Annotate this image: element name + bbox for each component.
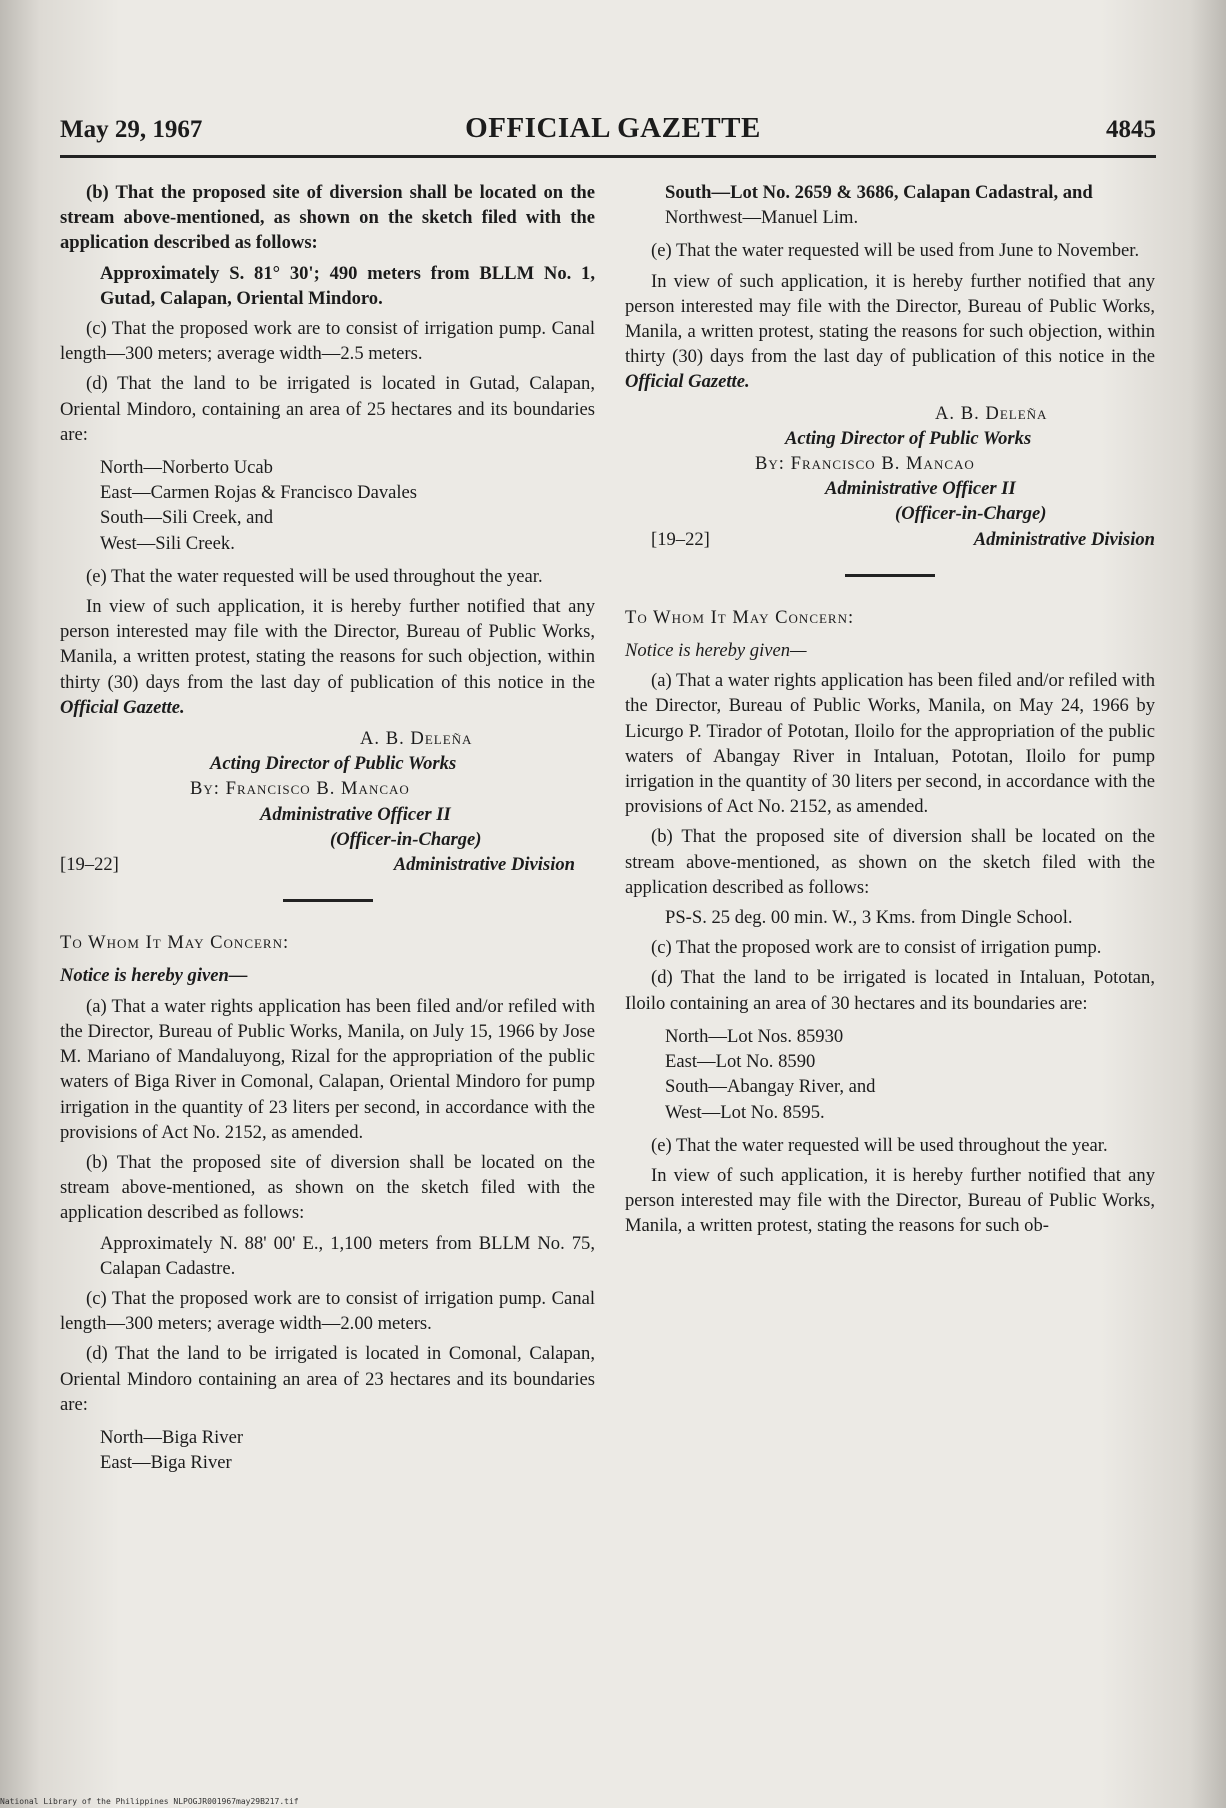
header-rule	[60, 155, 1156, 158]
paragraph-3-b: (b) That the proposed site of diversion shall be located on the stream above-mentioned, as shown on the sketch filed with the application described as follows:	[625, 826, 1155, 898]
boundary-northwest: Northwest—Manuel Lim.	[665, 207, 859, 229]
officer-title: Administrative Officer II	[260, 803, 451, 825]
boundaries-list-2	[100, 1425, 595, 1475]
paragraph-d: (d) That the land to be irrigated is located in Gutad, Calapan, Oriental Mindoro, containing an area of 25 hectares and its boundaries are:	[60, 373, 595, 445]
by-line: By: Francisco B. Mancao	[755, 453, 975, 475]
reference-number: [19–22]	[651, 528, 710, 550]
officer-in-charge: (Officer-in-Charge)	[330, 828, 482, 850]
notice-given: Notice is hereby given—	[625, 640, 807, 662]
section-heading: To Whom It May Concern:	[625, 606, 855, 628]
boundaries-list-3	[665, 1024, 1155, 1125]
signature-block	[60, 726, 595, 877]
paragraph-3-e: (e) That the water requested will be used throughout the year.	[651, 1134, 1108, 1156]
signature-footer-row	[625, 527, 1155, 552]
notice-paragraph	[625, 269, 1155, 395]
paragraph-2-c: (c) That the proposed work are to consist of irrigation pump. Canal length—300 meters; average width—2.00 meters.	[60, 1287, 595, 1335]
paragraph-3-c: (c) That the proposed work are to consist of irrigation pump.	[651, 937, 1102, 959]
boundary-west: West—Lot No. 8595.	[665, 1101, 825, 1123]
reference-number: [19–22]	[60, 854, 119, 876]
officer-title: Administrative Officer II	[825, 478, 1016, 500]
officer-in-charge: (Officer-in-Charge)	[895, 503, 1047, 525]
paragraph-b: (b) That the proposed site of diversion shall be located on the stream above-mentioned, as shown on the sketch filed with the application described as follows:	[60, 182, 595, 254]
right-column	[625, 180, 1155, 1244]
boundary-east: East—Biga River	[100, 1452, 232, 1474]
signature-block	[625, 401, 1155, 552]
boundaries-list	[100, 455, 595, 556]
section-separator	[845, 574, 935, 577]
diversion-location-3: PS-S. 25 deg. 00 min. W., 3 Kms. from Dingle School.	[665, 907, 1073, 929]
section-heading: To Whom It May Concern:	[60, 932, 290, 954]
paragraph-c: (c) That the proposed work are to consist of irrigation pump. Canal length—300 meters; average width—2.5 meters.	[60, 318, 595, 365]
boundary-east: East—Lot No. 8590	[665, 1051, 816, 1073]
signature-footer-row	[60, 852, 595, 877]
paragraph-e: (e) That the water requested will be used from June to November.	[651, 240, 1140, 262]
boundary-west: West—Sili Creek.	[100, 532, 235, 554]
boundary-south: South—Abangay River, and	[665, 1076, 876, 1098]
paragraph-e: (e) That the water requested will be used throughout the year.	[86, 565, 543, 587]
notice-text: In view of such application, it is hereby further notified that any person interested may file with the Director, Bureau of Public Works, Manila, a written protest, stating the reasons for such objection, within thirty (30) days from the last day of publication of this notice in the	[60, 596, 595, 693]
page-number: 4845	[1106, 116, 1156, 143]
signatory-title: Acting Director of Public Works	[785, 427, 1032, 449]
notice-text: In view of such application, it is hereby further notified that any person interested may file with the Director, Bureau of Public Works, Manila, a written protest, stating the reasons for such objection, within thirty (30) days from the last day of publication of this notice in the	[625, 270, 1155, 368]
paragraph-3-d: (d) That the land to be irrigated is located in Intaluan, Pototan, Iloilo containing an area of 30 hectares and its boundaries are:	[625, 967, 1155, 1014]
boundary-south: South—Lot No. 2659 & 3686, Calapan Cadastral, and	[665, 182, 1093, 203]
boundary-north: North—Lot Nos. 85930	[665, 1025, 844, 1047]
paragraph-3-a: (a) That a water rights application has been filed and/or refiled with the Director, Bureau of Public Works, Manila, on May 24, 1966 by Licurgo P. Tirador of Pototan, Iloilo for the appropriation of the public waters of Abangay River in Intaluan, Pototan, Iloilo for pump irrigation in the quantity of 30 liters per second, in accordance with the provisions of Act No. 2152, as amended.	[625, 670, 1155, 818]
publication-title: OFFICIAL GAZETTE	[465, 112, 761, 144]
notice-paragraph	[60, 594, 595, 720]
signatory-name: A. B. Deleña	[360, 728, 473, 750]
boundary-east: East—Carmen Rojas & Francisco Davales	[100, 482, 418, 504]
left-column	[60, 180, 595, 1483]
scan-footer: National Library of the Philippines NLPOGJR001967may29B217.tif	[0, 1797, 299, 1806]
diversion-location-2: Approximately N. 88' 00' E., 1,100 meters from BLLM No. 75, Calapan Cadastre.	[100, 1232, 595, 1279]
notice-given: Notice is hereby given—	[60, 965, 248, 987]
issue-date: May 29, 1967	[60, 116, 203, 143]
notice-paragraph-3: In view of such application, it is hereby further notified that any person interested may file with the Director, Bureau of Public Works, Manila, a written protest, stating the reasons for such ob-	[625, 1164, 1155, 1237]
section-separator	[283, 899, 373, 902]
boundary-north: North—Biga River	[100, 1426, 244, 1448]
signatory-name: A. B. Deleña	[935, 402, 1048, 424]
gazette-name: Official Gazette.	[625, 371, 750, 393]
boundary-north: North—Norberto Ucab	[100, 457, 273, 479]
division-name: Administrative Division	[393, 854, 575, 876]
diversion-location: Approximately S. 81° 30'; 490 meters from BLLM No. 1, Gutad, Calapan, Oriental Mindoro.	[100, 262, 595, 309]
gazette-name: Official Gazette.	[60, 696, 185, 718]
boundary-south: South—Sili Creek, and	[100, 507, 274, 529]
by-line: By: Francisco B. Mancao	[190, 778, 410, 800]
paragraph-2-b: (b) That the proposed site of diversion shall be located on the stream above-mentioned, as shown on the sketch filed with the application described as follows:	[60, 1151, 595, 1224]
division-name: Administrative Division	[973, 528, 1155, 550]
boundaries-continued	[665, 180, 1155, 230]
paragraph-2-d: (d) That the land to be irrigated is located in Comonal, Calapan, Oriental Mindoro containing an area of 23 hectares and its boundaries are:	[60, 1343, 595, 1415]
paragraph-2-a: (a) That a water rights application has been filed and/or refiled with the Director, Bureau of Public Works, Manila, on July 15, 1966 by Jose M. Mariano of Mandaluyong, Rizal for the appropriation of the public waters of Biga River in Comonal, Calapan, Oriental Mindoro for pump irrigation in the quantity of 23 liters per second, in accordance with the provisions of Act No. 2152, as amended.	[60, 995, 595, 1143]
page-header	[60, 108, 1166, 148]
signatory-title: Acting Director of Public Works	[210, 753, 457, 775]
